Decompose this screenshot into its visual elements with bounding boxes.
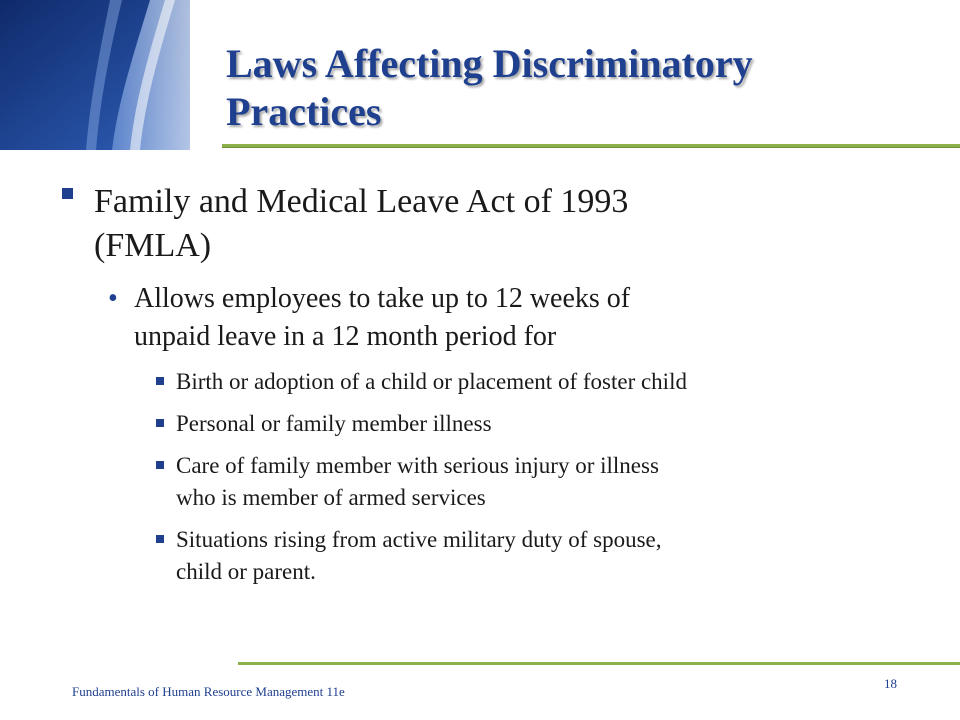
detail-4-line-1: Situations rising from active military duty of spouse, xyxy=(176,527,662,552)
title-line-2: Practices xyxy=(226,89,382,134)
square-bullet-icon xyxy=(62,188,73,199)
footer-divider xyxy=(238,662,960,665)
detail-3-line-2: who is member of armed services xyxy=(176,485,486,510)
list-item-detail-1 xyxy=(156,366,920,398)
page-number: 18 xyxy=(884,676,897,691)
square-bullet-icon xyxy=(156,377,164,385)
detail-1-line-1: Birth or adoption of a child or placement of foster child xyxy=(176,369,687,394)
detail-3-line-1: Care of family member with serious injury or illness xyxy=(176,453,659,478)
bullet-list xyxy=(60,180,920,598)
corner-graphic-icon xyxy=(0,0,190,150)
square-bullet-icon xyxy=(156,535,164,543)
square-bullet-icon xyxy=(156,419,164,427)
slide-title xyxy=(226,40,926,136)
title-divider xyxy=(222,144,960,147)
detail-2-line-1: Personal or family member illness xyxy=(176,411,492,436)
list-item-detail-2 xyxy=(156,408,920,440)
sub-bullet-line-1: Allows employees to take up to 12 weeks of xyxy=(134,283,631,314)
list-item-sub xyxy=(108,280,920,356)
sub-bullet-line-2: unpaid leave in a 12 month period for xyxy=(134,321,557,352)
detail-4-line-2: child or parent. xyxy=(176,559,316,584)
title-line-1: Laws Affecting Discriminatory xyxy=(226,41,753,86)
main-bullet-line-2: (FMLA) xyxy=(94,227,212,264)
list-item-detail-3 xyxy=(156,450,920,514)
list-item-detail-4 xyxy=(156,524,920,588)
square-bullet-icon xyxy=(156,461,164,469)
footer-text: Fundamentals of Human Resource Management 11e xyxy=(72,684,345,699)
list-item-main xyxy=(60,180,920,268)
dot-bullet-icon: • xyxy=(108,283,118,314)
main-bullet-line-1: Family and Medical Leave Act of 1993 xyxy=(94,183,629,220)
